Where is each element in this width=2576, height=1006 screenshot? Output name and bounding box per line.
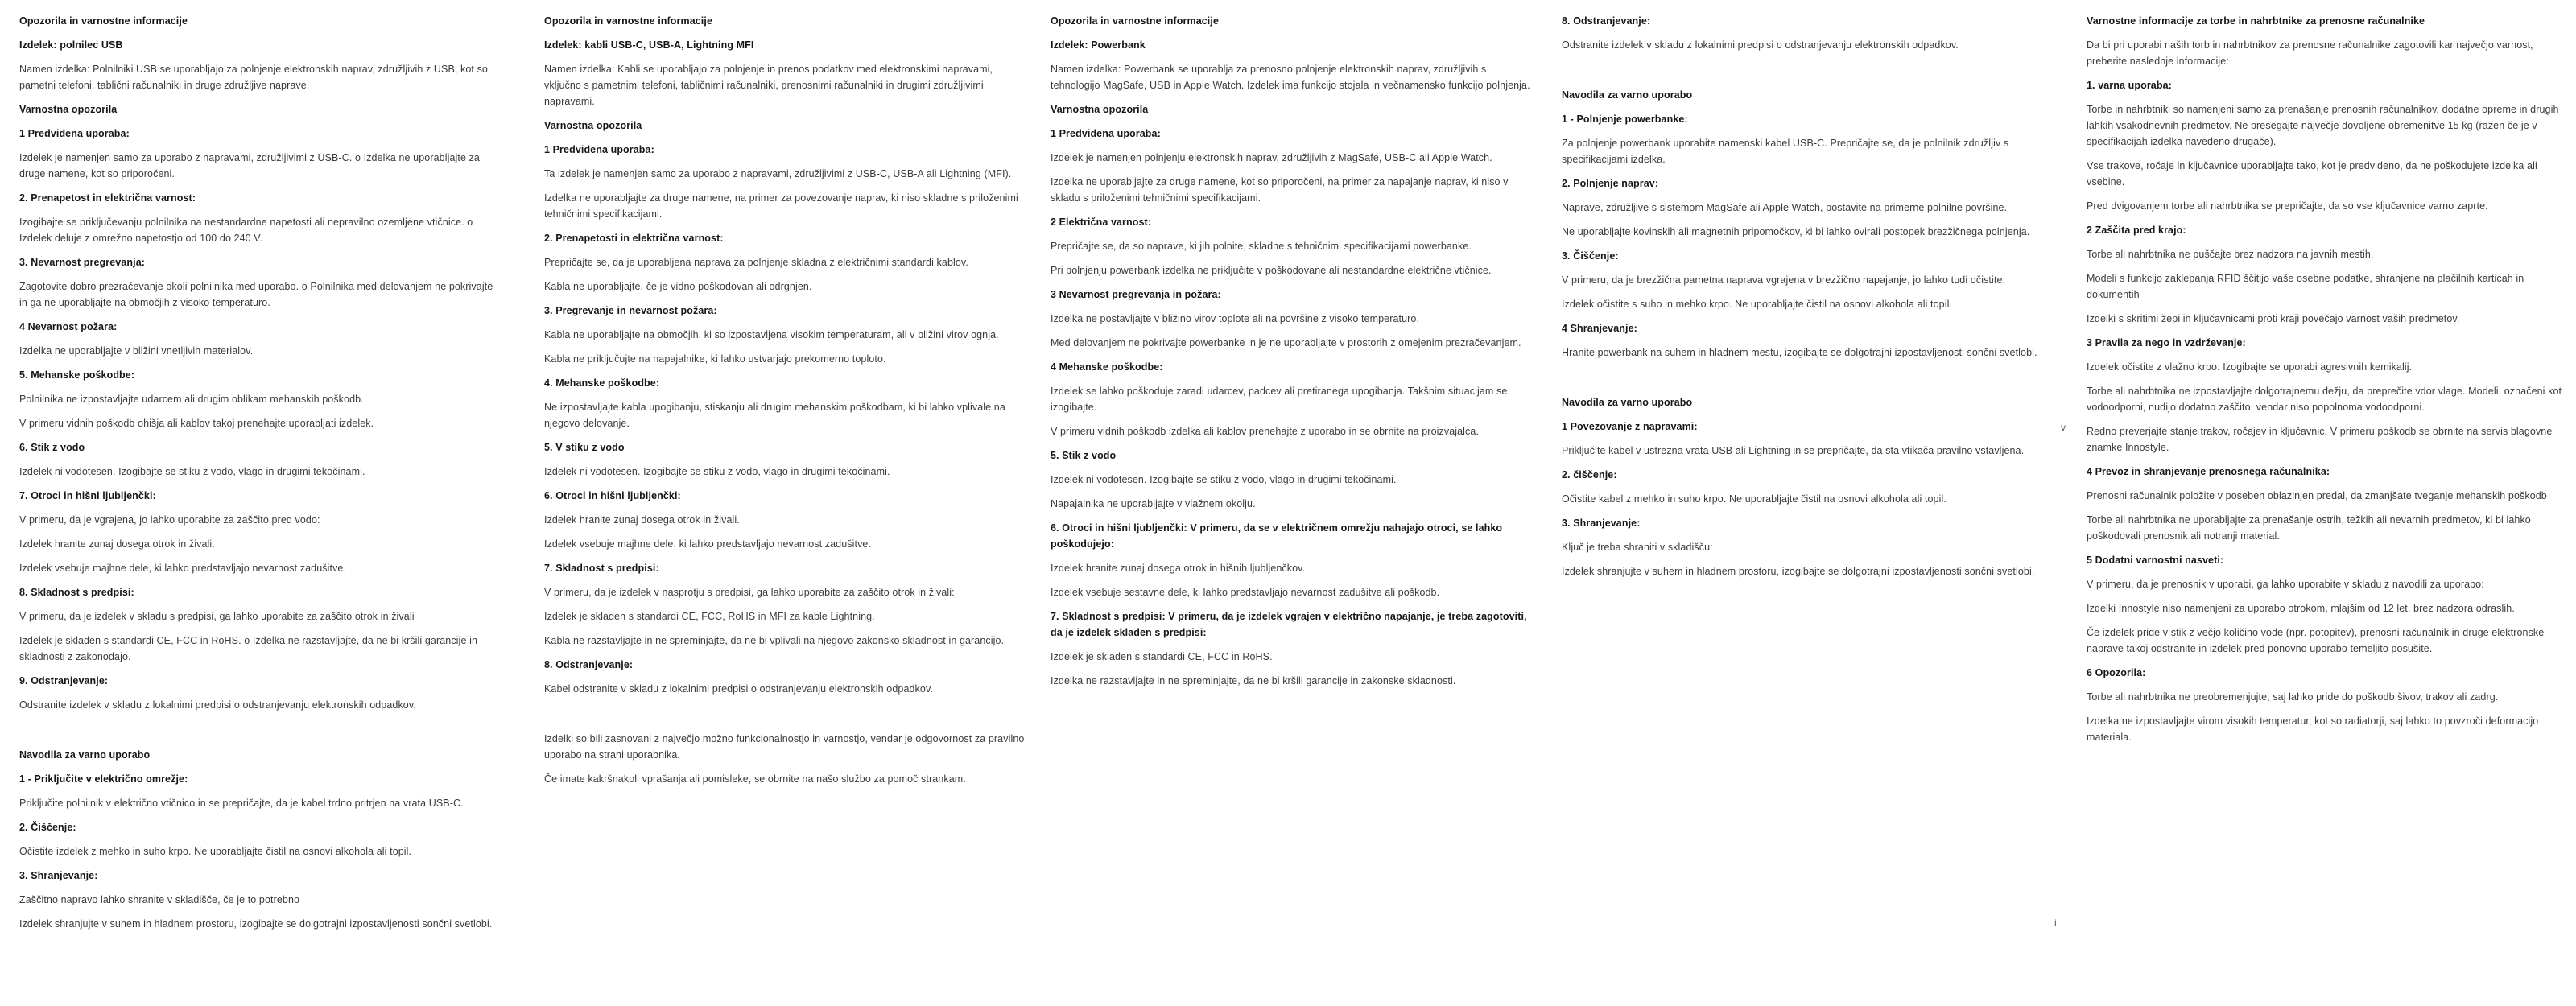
section-heading: 2. Polnjenje naprav: xyxy=(1562,178,1659,189)
section-heading: Izdelek: polnilec USB xyxy=(19,39,123,51)
paragraph: Torbe ali nahrbtnika ne preobremenjujte, saj lahko pride do poškodb šivov, trakov ali zadrg. xyxy=(2087,691,2499,703)
paragraph: Redno preverjajte stanje trakov, ročajev in ključavnic. V primeru poškodb se obrnite na servis blagovne znamke Innostyle. xyxy=(2087,426,2553,453)
paragraph: V primeru, da je prenosnik v uporabi, ga lahko uporabite v skladu z navodili za uporabo: xyxy=(2087,579,2484,590)
paragraph: Izdelek hranite zunaj dosega otrok in živali. xyxy=(544,514,740,526)
section-heading: 3. Čiščenje: xyxy=(1562,250,1619,262)
section-heading: 2. Prenapetost in električna varnost: xyxy=(19,192,196,204)
section-heading: 2. Prenapetosti in električna varnost: xyxy=(544,233,724,244)
section-heading: 1 Predvidena uporaba: xyxy=(544,144,654,155)
column-powerbank xyxy=(1051,13,1534,697)
paragraph: Ne izpostavljajte kabla upogibanju, stiskanju ali drugim mehanskim poškodbam, ki bi lahko vplivale na njegovo delovanje. xyxy=(544,402,1005,429)
paragraph: Izdelek očistite z vlažno krpo. Izogibajte se uporabi agresivnih kemikalij. xyxy=(2087,361,2413,373)
section-heading: Izdelek: kabli USB-C, USB-A, Lightning MFI xyxy=(544,39,754,51)
paragraph: Izdelek ni vodotesen. Izogibajte se stiku z vodo, vlago in drugimi tekočinami. xyxy=(544,466,890,477)
paragraph: Pri polnjenju powerbank izdelka ne priključite v poškodovane ali nestandardne električne vtičnice. xyxy=(1051,265,1492,276)
section-heading: 8. Skladnost s predpisi: xyxy=(19,587,134,598)
paragraph: Namen izdelka: Polnilniki USB se uporabljajo za polnjenje elektronskih naprav, združljivih z USB, kot so pametni telefoni, tablični računalniki in druge združljive naprave. xyxy=(19,64,488,91)
paragraph: Odstranite izdelek v skladu z lokalnimi predpisi o odstranjevanju elektronskih odpadkov. xyxy=(19,699,416,711)
paragraph: Priključite kabel v ustrezna vrata USB ali Lightning in se prepričajte, da sta vtikača pravilno vstavljena. xyxy=(1562,445,2025,456)
paragraph: Izdelek vsebuje majhne dele, ki lahko predstavljajo nevarnost zadušitve. xyxy=(19,563,347,574)
section-heading: 1 Povezovanje z napravami: xyxy=(1562,421,1698,432)
paragraph: Torbe ali nahrbtnika ne uporabljajte za prenašanje ostrih, težkih ali nevarnih predmetov, ki bi lahko poškodovali prenosnik ali notranji material. xyxy=(2087,514,2531,542)
paragraph: Med delovanjem ne pokrivajte powerbanke in je ne uporabljajte v prostorih z omejenim prezračevanjem. xyxy=(1051,337,1521,348)
paragraph: Napajalnika ne uporabljajte v vlažnem okolju. xyxy=(1051,498,1256,509)
paragraph: Izdelka ne uporabljajte za druge namene, kot so priporočeni, na primer za napajanje naprav, ki niso v skladu s priloženimi tehničnimi specifikacijami. xyxy=(1051,176,1509,204)
paragraph: V primeru, da je brezžična pametna naprava vgrajena v brezžično napajanje, jo lahko tudi očistite: xyxy=(1562,274,2006,286)
paragraph: Izdelek je namenjen polnjenju elektronskih naprav, združljivih z MagSafe, USB-C ali Apple Watch. xyxy=(1051,152,1492,163)
section-heading: 2. čiščenje: xyxy=(1562,469,1617,480)
paragraph: V primeru vidnih poškodb ohišja ali kablov takoj prenehajte uporabljati izdelek. xyxy=(19,418,374,429)
paragraph: Torbe ali nahrbtnika ne puščajte brez nadzora na javnih mestih. xyxy=(2087,249,2374,260)
section-heading: Navodila za varno uporabo xyxy=(19,749,151,761)
section-heading: 2 Električna varnost: xyxy=(1051,216,1152,228)
paragraph: Izdelek shranjujte v suhem in hladnem prostoru, izogibajte se dolgotrajni izpostavljenosti sončni svetlobi. xyxy=(19,918,493,930)
paragraph: Prepričajte se, da je uporabljena naprava za polnjenje skladna z električnimi standardi kablov. xyxy=(544,257,968,268)
paragraph: Izdelka ne postavljajte v bližino virov toplote ali na površine z visoko temperaturo. xyxy=(1051,313,1420,324)
paragraph: Izdelek ni vodotesen. Izogibajte se stiku z vodo, vlago in drugimi tekočinami. xyxy=(1051,474,1397,485)
section-heading: Varnostna opozorila xyxy=(1051,104,1149,115)
paragraph: Izdelek hranite zunaj dosega otrok in živali. xyxy=(19,538,215,550)
section-heading: Navodila za varno uporabo xyxy=(1562,89,1693,101)
section-heading: 3 Nevarnost pregrevanja in požara: xyxy=(1051,289,1221,300)
paragraph: Pred dvigovanjem torbe ali nahrbtnika se prepričajte, da so vse ključavnice varno zaprte. xyxy=(2087,200,2488,212)
stray-mark: i xyxy=(2054,917,2057,929)
section-gap xyxy=(1562,369,2048,386)
section-heading: 5. V stiku z vodo xyxy=(544,442,625,453)
paragraph: Izdelek je skladen s standardi CE, FCC, RoHS in MFI za kable Lightning. xyxy=(544,611,875,622)
paragraph: V primeru, da je izdelek v nasprotju s predpisi, ga lahko uporabite za zaščito otrok in živali: xyxy=(544,587,955,598)
paragraph: Kabla ne priključujte na napajalnike, ki lahko ustvarjajo prekomerno toploto. xyxy=(544,353,886,365)
section-heading: 5 Dodatni varnostni nasveti: xyxy=(2087,555,2224,566)
section-heading: Opozorila in varnostne informacije xyxy=(1051,15,1219,27)
paragraph: Kabel odstranite v skladu z lokalnimi predpisi o odstranjevanju elektronskih odpadkov. xyxy=(544,683,933,695)
section-gap xyxy=(1562,61,2048,79)
section-heading: 3. Shranjevanje: xyxy=(19,870,98,881)
section-heading: 6. Otroci in hišni ljubljenčki: V primeru, da se v električnem omrežju nahajajo otroci, se lahko poškodujejo: xyxy=(1051,522,1503,550)
column-usb-charger xyxy=(19,13,502,940)
paragraph: Izdelek je skladen s standardi CE, FCC in RoHS. xyxy=(1051,651,1273,662)
paragraph: Izdelek hranite zunaj dosega otrok in hišnih ljubljenčkov. xyxy=(1051,563,1306,574)
paragraph: Namen izdelka: Powerbank se uporablja za prenosno polnjenje elektronskih naprav, združljivih s tehnologijo MagSafe, USB in Apple Watch. Izdelek ima funkcijo stojala in večnamensko funkcijo polnjenja. xyxy=(1051,64,1530,91)
section-gap xyxy=(544,705,1027,723)
section-heading: 7. Skladnost s predpisi: xyxy=(544,563,659,574)
section-heading: 1 - Polnjenje powerbanke: xyxy=(1562,113,1688,125)
paragraph: Namen izdelka: Kabli se uporabljajo za polnjenje in prenos podatkov med elektronskimi napravami, vključno s pametnimi telefoni, tabličnimi računalniki, prenosnimi računalniki in drugimi združljivimi napravami. xyxy=(544,64,993,107)
paragraph: Izdelka ne razstavljajte in ne spreminjajte, da ne bi kršili garancije in zakonske skladnosti. xyxy=(1051,675,1456,686)
section-heading: 9. Odstranjevanje: xyxy=(19,675,109,686)
column-powerbank-cables-usage xyxy=(1562,13,2048,588)
column-bags xyxy=(2087,13,2563,753)
paragraph: Če imate kakršnakoli vprašanja ali pomisleke, se obrnite na našo službo za pomoč strankam. xyxy=(544,773,966,785)
section-heading: 7. Otroci in hišni ljubljenčki: xyxy=(19,490,156,501)
paragraph: Priključite polnilnik v električno vtičnico in se prepričajte, da je kabel trdno pritrjen na vrata USB-C. xyxy=(19,798,464,809)
paragraph: Izdelek očistite s suho in mehko krpo. Ne uporabljajte čistil na osnovi alkohola ali topil. xyxy=(1562,299,1953,310)
paragraph: Ne uporabljajte kovinskih ali magnetnih pripomočkov, ki bi lahko ovirali postopek brezžičnega polnjenja. xyxy=(1562,226,2030,237)
section-heading: 1 - Priključite v električno omrežje: xyxy=(19,773,188,785)
paragraph: Izdelka ne uporabljajte v bližini vnetljivih materialov. xyxy=(19,345,254,357)
paragraph: Prenosni računalnik položite v poseben oblazinjen predal, da zmanjšate tveganje mehanskih poškodb xyxy=(2087,490,2547,501)
paragraph: Da bi pri uporabi naših torb in nahrbtnikov za prenosne računalnike zagotovili kar največjo varnost, preberite naslednje informacije: xyxy=(2087,39,2533,67)
paragraph: Za polnjenje powerbank uporabite namenski kabel USB-C. Prepričajte se, da je polnilnik združljiv s specifikacijami izdelka. xyxy=(1562,138,2009,165)
paragraph: Zaščitno napravo lahko shranite v skladišče, če je to potrebno xyxy=(19,894,300,905)
section-heading: 4. Mehanske poškodbe: xyxy=(544,377,660,389)
paragraph: Izdelek vsebuje sestavne dele, ki lahko predstavljajo nevarnost zadušitve ali poškodb. xyxy=(1051,587,1440,598)
paragraph: Kabla ne uporabljajte na območjih, ki so izpostavljena visokim temperaturam, ali v bližini virov ognja. xyxy=(544,329,999,340)
section-heading: Opozorila in varnostne informacije xyxy=(19,15,188,27)
paragraph: Ključ je treba shraniti v skladišču: xyxy=(1562,542,1713,553)
paragraph: Ta izdelek je namenjen samo za uporabo z napravami, združljivimi z USB-C, USB-A ali Lightning (MFI). xyxy=(544,168,1012,179)
paragraph: Izdelek je skladen s standardi CE, FCC in RoHS. o Izdelka ne razstavljajte, da ne bi kršili garancije in skladnosti z zakonodajo. xyxy=(19,635,477,662)
section-heading: 5. Stik z vodo xyxy=(1051,450,1117,461)
section-heading: 3. Pregrevanje in nevarnost požara: xyxy=(544,305,717,316)
section-heading: 6 Opozorila: xyxy=(2087,667,2146,678)
paragraph: Kabla ne razstavljajte in ne spreminjajte, da ne bi vplivali na njegovo zakonsko skladnost in garancijo. xyxy=(544,635,1005,646)
section-heading: 8. Odstranjevanje: xyxy=(544,659,634,670)
paragraph: Izdelka ne izpostavljajte virom visokih temperatur, kot so radiatorji, saj lahko to povzroči deformacijo materiala. xyxy=(2087,715,2539,743)
paragraph: Prepričajte se, da so naprave, ki jih polnite, skladne s tehničnimi specifikacijami powerbanke. xyxy=(1051,241,1472,252)
section-heading: 6. Stik z vodo xyxy=(19,442,85,453)
section-heading: 8. Odstranjevanje: xyxy=(1562,15,1651,27)
paragraph: V primeru, da je vgrajena, jo lahko uporabite za zaščito pred vodo: xyxy=(19,514,320,526)
paragraph: Izdelek shranjujte v suhem in hladnem prostoru, izogibajte se dolgotrajni izpostavljenosti sončni svetlobi. xyxy=(1562,566,2035,577)
paragraph: Polnilnika ne izpostavljajte udarcem ali drugim oblikam mehanskih poškodb. xyxy=(19,394,364,405)
section-heading: Varnostne informacije za torbe in nahrbtnike za prenosne računalnike xyxy=(2087,15,2425,27)
paragraph: Izdelki s skritimi žepi in ključavnicami proti kraji povečajo varnost vaših predmetov. xyxy=(2087,313,2460,324)
section-heading: 4 Nevarnost požara: xyxy=(19,321,118,332)
paragraph: Torbe ali nahrbtnika ne izpostavljajte dolgotrajnemu dežju, da preprečite vdor vlage. Modeli, označeni kot vodoodporni, nudijo dodatno zaščito, vendar niso popolnoma vodoodporni. xyxy=(2087,385,2562,413)
section-heading: Varnostna opozorila xyxy=(544,120,642,131)
section-heading: 3. Nevarnost pregrevanja: xyxy=(19,257,146,268)
paragraph: Izdelek vsebuje majhne dele, ki lahko predstavljajo nevarnost zadušitve. xyxy=(544,538,872,550)
section-heading: 3 Pravila za nego in vzdrževanje: xyxy=(2087,337,2246,348)
section-heading: 2. Čiščenje: xyxy=(19,822,76,833)
section-heading: 3. Shranjevanje: xyxy=(1562,517,1641,529)
section-heading: 2 Zaščita pred krajo: xyxy=(2087,225,2186,236)
section-heading: Varnostna opozorila xyxy=(19,104,118,115)
paragraph: Izdelki so bili zasnovani z največjo možno funkcionalnostjo in varnostjo, vendar je odgovornost za pravilno uporabo na strani uporabnika. xyxy=(544,733,1025,761)
paragraph: Izogibajte se priključevanju polnilnika na nestandardne napetosti ali nepravilno ozemljene vtičnice. o Izdelek deluje z omrežno napetostjo od 100 do 240 V. xyxy=(19,216,473,244)
stray-mark: v xyxy=(2061,422,2066,433)
paragraph: Torbe in nahrbtniki so namenjeni samo za prenašanje prenosnih računalnikov, dodatne opreme in drugih lahkih vsakodnevnih predmetov. Ne presegajte največje dovoljene obremenitve 15 kg (razen če je v specifikacijah izdelka navedeno drugače). xyxy=(2087,104,2559,147)
section-heading: Izdelek: Powerbank xyxy=(1051,39,1146,51)
section-heading: 1 Predvidena uporaba: xyxy=(1051,128,1161,139)
paragraph: Naprave, združljive s sistemom MagSafe ali Apple Watch, postavite na primerne polnilne površine. xyxy=(1562,202,2008,213)
paragraph: Izdelek ni vodotesen. Izogibajte se stiku z vodo, vlago in drugimi tekočinami. xyxy=(19,466,365,477)
column-cables xyxy=(544,13,1027,795)
paragraph: V primeru vidnih poškodb izdelka ali kablov prenehajte z uporabo in se obrnite na proizvajalca. xyxy=(1051,426,1480,437)
section-gap xyxy=(19,721,502,739)
section-heading: 6. Otroci in hišni ljubljenčki: xyxy=(544,490,681,501)
section-heading: 1. varna uporaba: xyxy=(2087,80,2172,91)
paragraph: Če izdelek pride v stik z večjo količino vode (npr. potopitev), prenosni računalnik in druge elektronske naprave takoj odstranite in izdelek pred ponovno uporabo temeljito posušite. xyxy=(2087,627,2545,654)
paragraph: Zagotovite dobro prezračevanje okoli polnilnika med uporabo. o Polnilnika med delovanjem ne pokrivajte in ga ne uporabljajte na območjih z visoko temperaturo. xyxy=(19,281,493,308)
paragraph: Modeli s funkcijo zaklepanja RFID ščitijo vaše osebne podatke, shranjene na plačilnih karticah in dokumentih xyxy=(2087,273,2524,300)
paragraph: Odstranite izdelek v skladu z lokalnimi predpisi o odstranjevanju elektronskih odpadkov. xyxy=(1562,39,1959,51)
paragraph: Izdelki Innostyle niso namenjeni za uporabo otrokom, mlajšim od 12 let, brez nadzora odraslih. xyxy=(2087,603,2515,614)
section-heading: 4 Shranjevanje: xyxy=(1562,323,1637,334)
paragraph: Hranite powerbank na suhem in hladnem mestu, izogibajte se dolgotrajni izpostavljenosti sončni svetlobi. xyxy=(1562,347,2037,358)
section-heading: Navodila za varno uporabo xyxy=(1562,397,1693,408)
section-heading: 4 Prevoz in shranjevanje prenosnega računalnika: xyxy=(2087,466,2330,477)
section-heading: 5. Mehanske poškodbe: xyxy=(19,369,135,381)
paragraph: Izdelek je namenjen samo za uporabo z napravami, združljivimi z USB-C. o Izdelka ne uporabljajte za druge namene, kot so priporočeni. xyxy=(19,152,480,179)
paragraph: Očistite kabel z mehko in suho krpo. Ne uporabljajte čistil na osnovi alkohola ali topil. xyxy=(1562,493,1946,505)
section-heading: 1 Predvidena uporaba: xyxy=(19,128,130,139)
section-heading: 7. Skladnost s predpisi: V primeru, da je izdelek vgrajen v električno napajanje, je treba zagotoviti, da je izdelek skladen s predpisi: xyxy=(1051,611,1527,638)
paragraph: Kabla ne uporabljajte, če je vidno poškodovan ali odrgnjen. xyxy=(544,281,812,292)
section-heading: Opozorila in varnostne informacije xyxy=(544,15,712,27)
section-heading: 4 Mehanske poškodbe: xyxy=(1051,361,1163,373)
paragraph: Izdelek se lahko poškoduje zaradi udarcev, padcev ali pretiranega upogibanja. Takšnim situacijam se izogibajte. xyxy=(1051,385,1508,413)
paragraph: V primeru, da je izdelek v skladu s predpisi, ga lahko uporabite za zaščito otrok in živali xyxy=(19,611,415,622)
paragraph: Očistite izdelek z mehko in suho krpo. Ne uporabljajte čistil na osnovi alkohola ali topil. xyxy=(19,846,412,857)
paragraph: Vse trakove, ročaje in ključavnice uporabljajte tako, kot je predvideno, da ne poškodujete izdelka ali vsebine. xyxy=(2087,160,2537,188)
paragraph: Izdelka ne uporabljajte za druge namene, na primer za povezovanje naprav, ki niso skladne s priloženimi tehničnimi specifikacijami. xyxy=(544,192,1018,220)
